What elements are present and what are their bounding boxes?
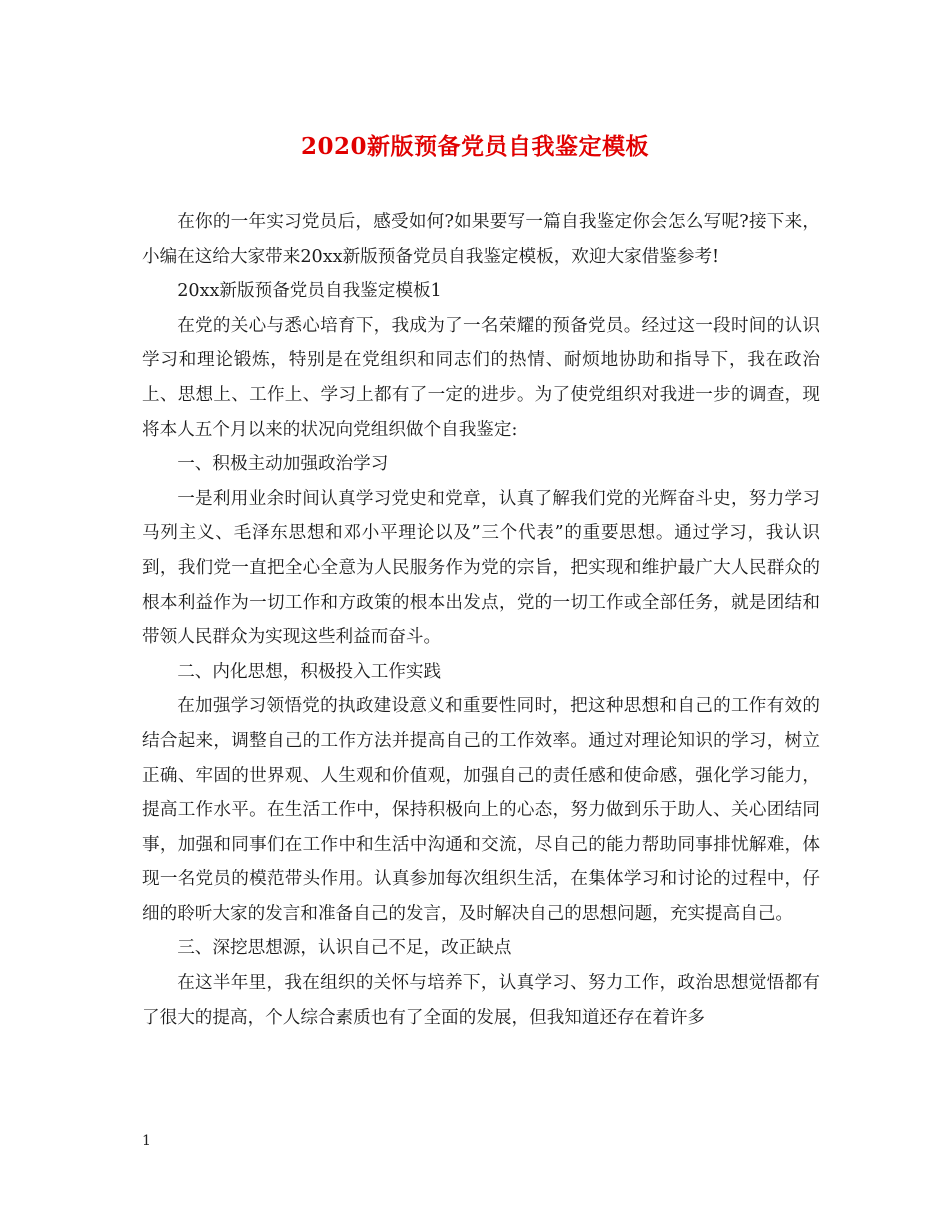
paragraph-section-2: 在加强学习领悟党的执政建设意义和重要性同时，把这种思想和自己的工作有效的结合起来，调整自己的工作方法并提高自己的工作效率。通过对理论知识的学习，树立正确、牢固的世界观、人生观和价值观，加强自己的责任感和使命感，强化学习能力，提高工作水平。在生活工作中，保持积极向上的心态，努力做到乐于助人、关心团结同事，加强和同事们在工作中和生活中沟通和交流，尽自己的能力帮助同事排忧解难，体现一名党员的模范带头作用。认真参加每次组织生活，在集体学习和讨论的过程中，仔细的聆听大家的发言和准备自己的发言，及时解决自己的思想问题，充实提高自己。 — [142, 696, 820, 924]
paragraph-section-3: 在这半年里，我在组织的关怀与培养下，认真学习、努力工作，政治思想觉悟都有了很大的提高，个人综合素质也有了全面的发展，但我知道还存在着许多 — [142, 973, 820, 1028]
section-heading-2: 二、内化思想，积极投入工作实践 — [177, 661, 442, 682]
paragraph-template-heading: 20xx新版预备党员自我鉴定模板1 — [177, 281, 442, 302]
paragraph-section-1: 一是利用业余时间认真学习党史和党章，认真了解我们党的光辉奋斗史，努力学习马列主义、毛泽东思想和邓小平理论以及”三个代表”的重要思想。通过学习，我认识到，我们党一直把全心全意为人民服务作为党的宗旨，把实现和维护最广大人民群众的根本利益作为一切工作和方政策的根本出发点，党的一切工作或全部任务，就是团结和带领人民群众为实现这些利益而奋斗。 — [142, 488, 820, 648]
document-body — [142, 205, 820, 1035]
section-heading-3: 三、深挖思想源，认识自己不足，改正缺点 — [177, 938, 512, 959]
paragraph-preface: 在党的关心与悉心培育下，我成为了一名荣耀的预备党员。经过这一段时间的认识学习和理论锻炼，特别是在党组织和同志们的热情、耐烦地协助和指导下，我在政治上、思想上、工作上、学习上都有了一定的进步。为了使党组织对我进一步的调查，现将本人五个月以来的状况向党组织做个自我鉴定: — [142, 315, 820, 440]
paragraph-intro: 在你的一年实习党员后，感受如何?如果要写一篇自我鉴定你会怎么写呢?接下来，小编在这给大家带来20xx新版预备党员自我鉴定模板，欢迎大家借鉴参考! — [142, 212, 820, 267]
document-title: 2020新版预备党员自我鉴定模板 — [300, 133, 649, 160]
section-heading-1: 一、积极主动加强政治学习 — [177, 454, 389, 475]
page-number: 1 — [142, 1133, 151, 1149]
